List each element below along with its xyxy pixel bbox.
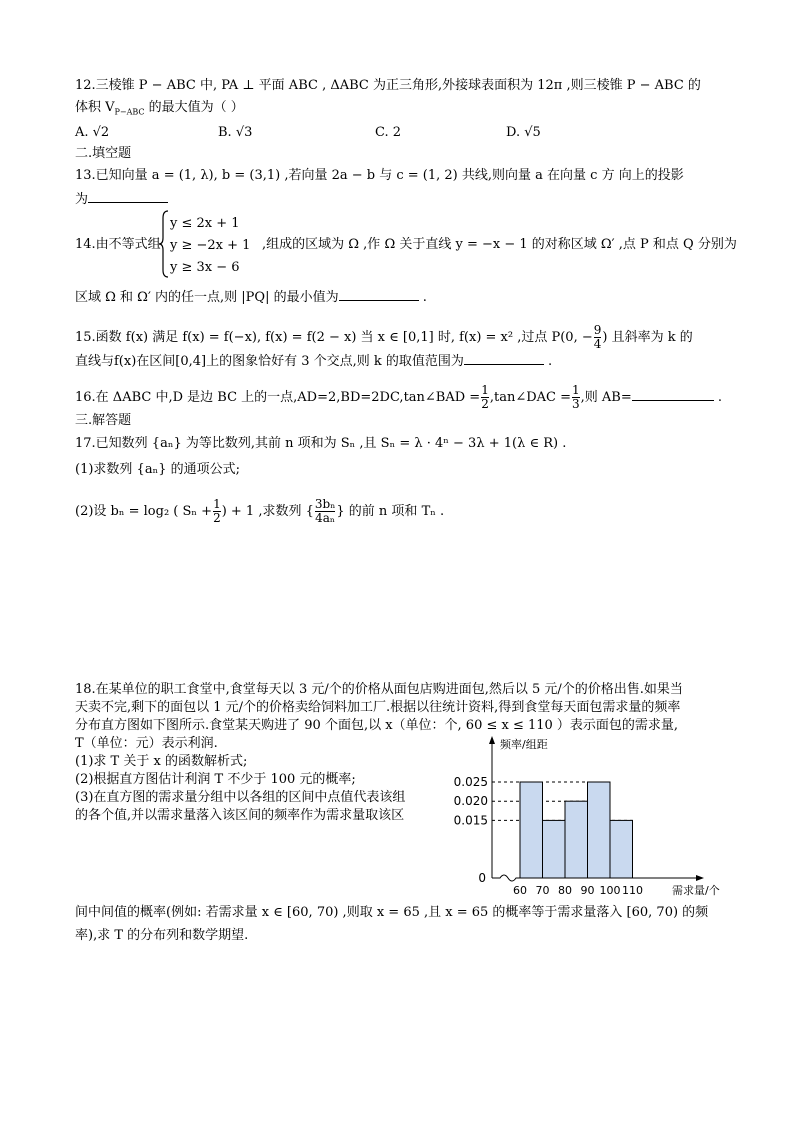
q13-line2 bbox=[75, 192, 168, 208]
q15-line2-text: 直线与f(x)在区间[0,4]上的图象恰好有 3 个交点,则 k 的取值范围为 bbox=[75, 354, 464, 369]
q14-tail: ,组成的区域为 Ω ,作 Ω 关于直线 y = −x − 1 的对称区域 Ω′ ,点 P 和点 Q 分别为 bbox=[262, 237, 737, 252]
q13-line2-text: 为 bbox=[75, 192, 89, 207]
q15-line1b: ) 且斜率为 k 的 bbox=[602, 330, 693, 345]
q15-line1a: 15.函数 f(x) 满足 f(x) = f(−x), f(x) = f(2 − x) 当 x ∈ [0,1] 时, f(x) = x² ,过点 P(0, − bbox=[75, 330, 593, 345]
q16-line: 16.在 ΔABC 中,D 是边 BC 上的一点,AD=2,BD=2DC,tan∠BAD = $\frac{1}{2}$ ,tan∠DAC = $\frac{1}{3}$ ,则 AB= . bbox=[75, 383, 723, 411]
histogram-bar-5 bbox=[610, 820, 633, 878]
x-tick-label: 100 bbox=[599, 884, 621, 897]
q18-tail-1: 间中间值的概率(例如: 若需求量 x ∈ [60, 70) ,则取 x = 65 ,且 x = 65 的概率等于需求量落入 [60, 70) 的频 bbox=[75, 905, 709, 920]
q13-answer-blank bbox=[88, 202, 168, 203]
y-axis-arrow bbox=[489, 736, 495, 744]
q14-answer-blank bbox=[339, 300, 419, 301]
q18-tail-2: 率),求 T 的分布列和数学期望. bbox=[75, 928, 249, 943]
q17-ratio-den: 4aₙ bbox=[315, 511, 336, 525]
q14-brace-path bbox=[159, 211, 168, 277]
q12-sub: P−ABC bbox=[114, 107, 145, 117]
q14-brace bbox=[158, 210, 170, 278]
q16-f2-den: 3 bbox=[572, 397, 580, 411]
q15-line1 bbox=[75, 324, 693, 351]
x-axis-title: 需求量/个 bbox=[672, 884, 720, 897]
q16-f1-den: 2 bbox=[481, 397, 489, 411]
x-tick-label: 60 bbox=[513, 884, 527, 897]
q16-frac-1 bbox=[481, 384, 489, 411]
q17-line1: 17.已知数列 {aₙ} 为等比数列,其前 n 项和为 Sₙ ,且 Sₙ = λ · 4ⁿ − 3λ + 1(λ ∈ R) . bbox=[75, 436, 567, 451]
q13-line1: 13.已知向量 a = (1, λ), b = (3,1) ,若向量 2a − b 与 c = (1, 2) 共线,则向量 a 在向量 c 方 向上的投影 bbox=[75, 168, 684, 183]
q16-a: 16.在 ΔABC 中,D 是边 BC 上的一点,AD=2,BD=2DC,tan∠BAD = bbox=[75, 390, 481, 405]
q18-line-4: T（单位：元）表示利润. bbox=[75, 736, 218, 751]
x-axis-arrow bbox=[696, 875, 704, 881]
section-fill-in: 二.填空题 bbox=[75, 146, 132, 161]
q14-ineq-1: y ≤ 2x + 1 bbox=[170, 216, 240, 231]
histogram-bar-4 bbox=[588, 782, 611, 878]
q12-option-c: C. 2 bbox=[375, 125, 402, 140]
histogram-bars bbox=[520, 782, 633, 878]
x-tick-label: 80 bbox=[558, 884, 572, 897]
section-solution: 三.解答题 bbox=[75, 413, 132, 428]
histogram-bar-2 bbox=[543, 820, 566, 878]
q14-line2-text: 区域 Ω 和 Ω′ 内的任一点,则 |PQ| 的最小值为 bbox=[75, 290, 339, 305]
histogram-bar-3 bbox=[565, 801, 588, 878]
x-tick-label: 110 bbox=[622, 884, 643, 897]
q17-p2b: ) + 1 ,求数列 { bbox=[221, 504, 314, 519]
q17-p2a: (2)设 bₙ = log₂ ( Sₙ + bbox=[75, 504, 213, 519]
q18-line-2: 天卖不完,剩下的面包以 1 元/个的价格卖给饲料加工厂.根据以往统计资料,得到食堂每天面包需求量的频率 bbox=[75, 700, 681, 715]
q16-answer-blank bbox=[632, 400, 714, 401]
q18-line-3: 分布直方图如下图所示.食堂某天购进了 90 个面包,以 x（单位：个, 60 ≤ x ≤ 110 ）表示面包的需求量, bbox=[75, 718, 679, 733]
q12-line2-tail: 的最大值为（ ） bbox=[144, 100, 244, 115]
q14-system bbox=[170, 213, 250, 279]
y-tick-label: 0.025 bbox=[453, 775, 488, 789]
q12-option-b: B. √3 bbox=[218, 125, 253, 140]
q15-line2: 直线与f(x)在区间[0,4]上的图象恰好有 3 个交点,则 k 的取值范围为 . bbox=[75, 354, 553, 369]
q17-frac-half bbox=[213, 498, 221, 525]
q12-line1: 12.三棱锥 P − ABC 中, PA ⊥ 平面 ABC , ΔABC 为正三角形,外接球表面积为 12π ,则三棱锥 P − ABC 的 bbox=[75, 78, 701, 93]
x-tick-label: 70 bbox=[535, 884, 550, 897]
histogram-chart bbox=[440, 732, 740, 902]
q12-option-d: D. √5 bbox=[506, 125, 541, 140]
q17-half-num: 1 bbox=[213, 497, 221, 511]
q16-frac-2 bbox=[572, 384, 580, 411]
x-tick-label: 90 bbox=[580, 884, 595, 897]
q12-option-a: A. √2 bbox=[75, 125, 110, 140]
q14-ineq-3: y ≥ 3x − 6 bbox=[170, 260, 240, 275]
y-axis-title: 频率/组距 bbox=[500, 738, 548, 751]
q12-line2-head: 体积 V bbox=[75, 100, 115, 115]
q16-b: ,tan∠DAC = bbox=[489, 390, 571, 405]
q12-line2 bbox=[75, 100, 244, 121]
q16-f1-num: 1 bbox=[481, 383, 489, 397]
q18-part-3: (3)在直方图的需求量分组中以各组的区间中点值代表该组 bbox=[75, 790, 406, 805]
q17-half-den: 2 bbox=[213, 511, 221, 525]
q17-p2c: } 的前 n 项和 Tₙ . bbox=[336, 504, 445, 519]
q15-fraction bbox=[594, 324, 602, 351]
q17-part2 bbox=[75, 498, 444, 525]
y-tick-label: 0.020 bbox=[453, 794, 488, 809]
q18-part-2: (2)根据直方图估计利润 T 不少于 100 元的概率; bbox=[75, 772, 356, 787]
y-tick-label: 0.015 bbox=[453, 813, 488, 828]
q14-prefix: 14.由不等式组 bbox=[75, 237, 161, 252]
q14-line2: 区域 Ω 和 Ω′ 内的任一点,则 |PQ| 的最小值为 . bbox=[75, 290, 427, 305]
origin-label: 0 bbox=[478, 871, 486, 885]
q17-frac-ratio bbox=[315, 498, 336, 525]
q18-line-1: 18.在某单位的职工食堂中,食堂每天以 3 元/个的价格从面包店购进面包,然后以 5 元/个的价格出售.如果当 bbox=[75, 682, 683, 697]
q16-f2-num: 1 bbox=[572, 383, 580, 397]
q15-frac-num: 9 bbox=[593, 323, 602, 337]
q14-ineq-2: y ≥ −2x + 1 bbox=[170, 238, 251, 253]
q15-answer-blank bbox=[464, 364, 544, 365]
q18-part-4: 的各个值,并以需求量落入该区间的频率作为需求量取该区 bbox=[75, 808, 405, 823]
q17-part1: (1)求数列 {aₙ} 的通项公式; bbox=[75, 462, 240, 477]
histogram-bar-1 bbox=[520, 782, 543, 878]
q16-c: ,则 AB= bbox=[580, 390, 632, 405]
q18-part-1: (1)求 T 关于 x 的函数解析式; bbox=[75, 754, 248, 769]
q17-ratio-num: 3bₙ bbox=[314, 497, 336, 511]
q15-frac-den: 4 bbox=[593, 337, 602, 351]
